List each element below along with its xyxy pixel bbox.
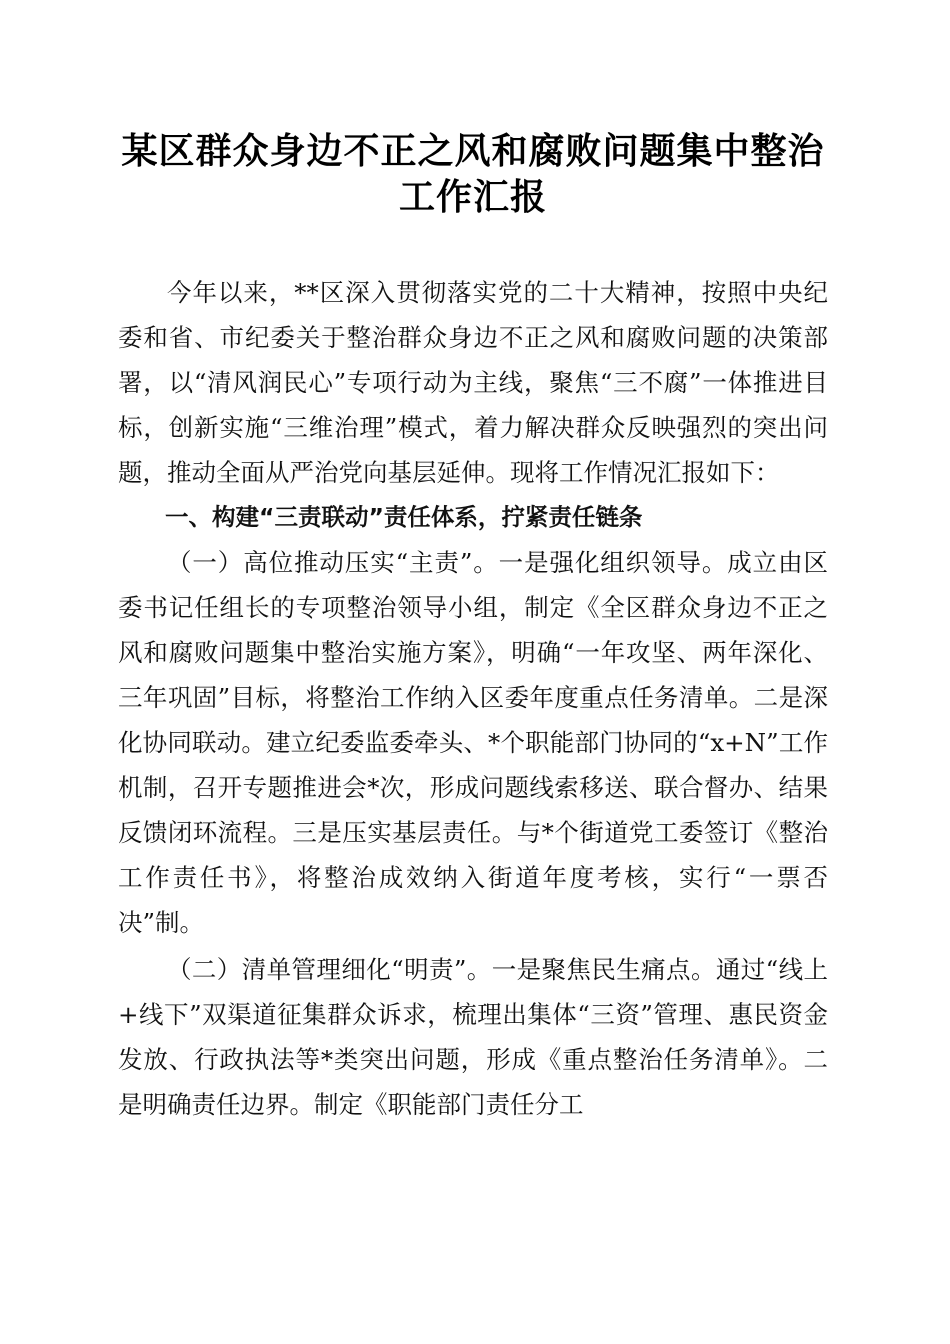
document-page (118, 128, 828, 1127)
document-body (118, 270, 828, 1127)
section-heading-1: 一、构建“三责联动”责任体系，拧紧责任链条 (165, 503, 643, 531)
document-title: 某区群众身边不正之风和腐败问题集中整治工作汇报 (121, 130, 825, 218)
subsection-paragraph-2: （二）清单管理细化“明责”。一是聚焦民生痛点。通过“线上+线下”双渠道征集群众诉求，梳理出集体“三资”管理、惠民资金发放、行政执法等*类突出问题，形成《重点整治任务清单》。二是明确责任边界。制定《职能部门责任分工 (118, 955, 828, 1119)
intro-paragraph: 今年以来，**区深入贯彻落实党的二十大精神，按照中央纪委和省、市纪委关于整治群众身边不正之风和腐败问题的决策部署，以“清风润民心”专项行动为主线，聚焦“三不腐”一体推进目标，创新实施“三维治理”模式，着力解决群众反映强烈的突出问题，推动全面从严治党向基层延伸。现将工作情况汇报如下： (118, 278, 828, 487)
subsection-paragraph-1: （一）高位推动压实“主责”。一是强化组织领导。成立由区委书记任组长的专项整治领导小组，制定《全区群众身边不正之风和腐败问题集中整治实施方案》，明确“一年攻坚、两年深化、三年巩固”目标，将整治工作纳入区委年度重点任务清单。二是深化协同联动。建立纪委监委牵头、*个职能部门协同的“x+N”工作机制，召开专题推进会*次，形成问题线索移送、联合督办、结果反馈闭环流程。三是压实基层责任。与*个街道党工委签订《整治工作责任书》，将整治成效纳入街道年度考核，实行“一票否决”制。 (118, 548, 828, 937)
